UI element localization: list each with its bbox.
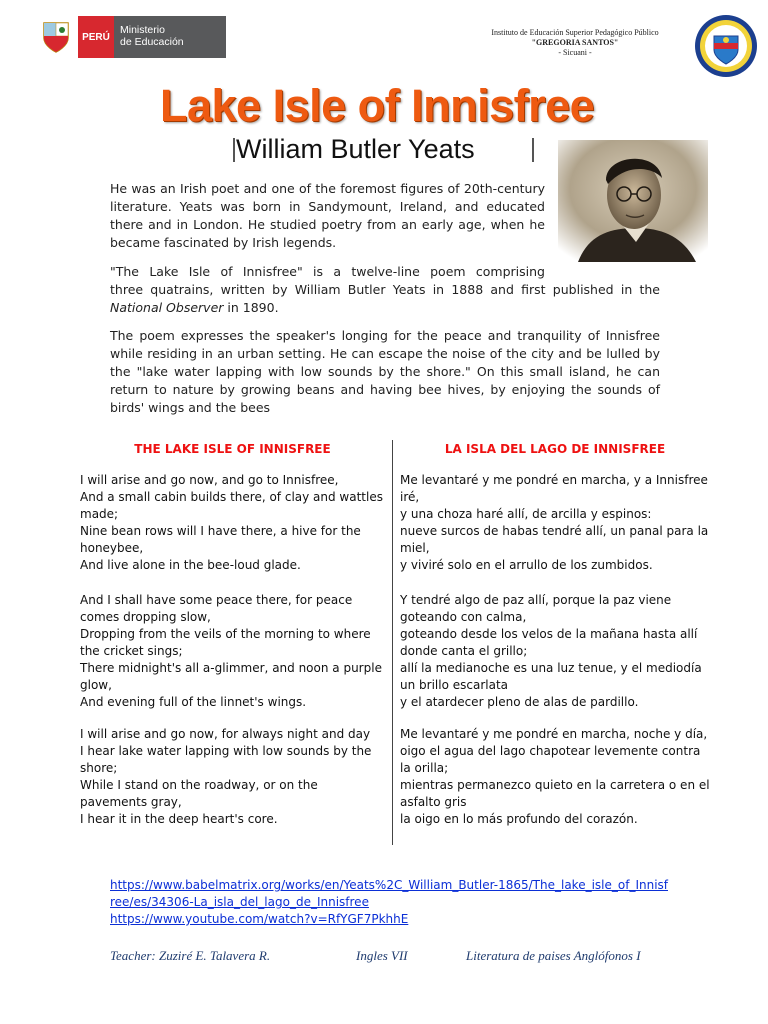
ministry-name <box>114 16 226 58</box>
column-divider <box>392 440 393 845</box>
intro-p2-line1: "The Lake Isle of Innisfree" is a twelve-line poem comprising <box>110 264 545 279</box>
poem-line: And a small cabin builds there, of clay and wattles made; <box>80 490 383 521</box>
yeats-portrait <box>558 140 708 262</box>
poem-line: I will arise and go now, for always night and day <box>80 727 371 741</box>
ministry-logo <box>34 16 226 58</box>
page-title: Lake Isle of Innisfree <box>160 80 595 131</box>
poem-line: I hear it in the deep heart's core. <box>80 812 278 826</box>
poem-english-stanza-1 <box>80 472 385 574</box>
poem-line: There midnight's all a-glimmer, and noon a purple glow, <box>80 661 382 692</box>
institute-header <box>470 28 680 58</box>
poem-line: While I stand on the roadway, or on the pavements gray, <box>80 778 318 809</box>
intro-paragraph-3: The poem expresses the speaker's longing for the peace and tranquility of Innisfree while residing in an urban setting. He can escape the noise of the city and be lulled by the "lake water lapping with low sounds by the shore." On this small island, he can return to nature by growing beans and having bee hives, by enjoying the sounds of birds' wings and the bees <box>110 328 660 415</box>
ministry-line-1: Ministerio <box>120 24 165 36</box>
poem-spanish-stanza-2 <box>400 592 712 711</box>
institute-city: - Sicuani - <box>558 48 592 57</box>
poem-spanish-stanza-3 <box>400 726 712 828</box>
footer-subject: Literatura de paises Anglófonos I <box>466 948 641 963</box>
intro-p2-text: three quatrains, written by William Butler Yeats in 1888 and first published in the <box>110 282 660 297</box>
poem-line: la oigo en lo más profundo del corazón. <box>400 812 638 826</box>
poem-line: And I shall have some peace there, for peace comes dropping slow, <box>80 593 353 624</box>
poem-line: mientras permanezco quieto en la carretera o en el asfalto gris <box>400 778 710 809</box>
institute-seal-icon <box>694 14 758 78</box>
peru-shield-icon <box>34 16 78 58</box>
reference-links <box>110 877 670 928</box>
footer-teacher: Teacher: Zuziré E. Talavera R. <box>110 948 271 963</box>
poem-english-stanza-2 <box>80 592 385 711</box>
author-name: William Butler Yeats <box>236 134 475 164</box>
youtube-link[interactable]: https://www.youtube.com/watch?v=RfYGF7PkhhE <box>110 912 409 926</box>
poem-line: I hear lake water lapping with low sounds by the shore; <box>80 744 372 775</box>
poem-spanish-stanza-1 <box>400 472 712 574</box>
poem-line: I will arise and go now, and go to Innisfree, <box>80 473 339 487</box>
footer-course: Ingles VII <box>356 948 408 963</box>
institute-name: "GREGORIA SANTOS" <box>531 38 619 47</box>
intro-paragraph-1: He was an Irish poet and one of the foremost figures of 20th-century literature. Yeats was born in Sandymount, Ireland, and educated there and in London. He studied poetry from an early age, when he became fascinated by Irish legends. <box>110 181 545 250</box>
poem-line: And evening full of the linnet's wings. <box>80 695 307 709</box>
poem-english-title: THE LAKE ISLE OF INNISFREE <box>134 442 331 456</box>
poem-spanish-title: LA ISLA DEL LAGO DE INNISFREE <box>444 442 666 456</box>
poem-line: y el atardecer pleno de alas de pardillo. <box>400 695 639 709</box>
poem-line: Y tendré algo de paz allí, porque la paz viene goteando con calma, <box>400 593 672 624</box>
poem-english-stanza-3 <box>80 726 385 828</box>
ministry-line-2: de Educación <box>120 36 184 48</box>
intro-p2-publication: National Observer <box>110 300 224 315</box>
poem-line: nueve surcos de habas tendré allí, un panal para la miel, <box>400 524 709 555</box>
title-bar-right <box>532 138 534 162</box>
poem-line: Me levantaré y me pondré en marcha, noche y día, <box>400 727 708 741</box>
poem-line: allí la medianoche es una luz tenue, y el mediodía un brillo escarlata <box>400 661 702 692</box>
poem-line: y una choza haré allí, de arcilla y espinos: <box>400 507 652 521</box>
institute-line: Instituto de Educación Superior Pedagógico Público <box>491 28 659 37</box>
poem-line: y viviré solo en el arrullo de los zumbidos. <box>400 558 653 572</box>
poem-line: Nine bean rows will I have there, a hive for the honeybee, <box>80 524 361 555</box>
intro-paragraph-2 <box>110 263 660 317</box>
poem-line: And live alone in the bee-loud glade. <box>80 558 301 572</box>
title-bar-left <box>233 138 235 162</box>
intro-p2-end: in 1890. <box>227 300 279 315</box>
poem-line: goteando desde los velos de la mañana hasta allí donde canta el grillo; <box>400 627 698 658</box>
poem-line: Dropping from the veils of the morning to where the cricket sings; <box>80 627 371 658</box>
poem-line: oigo el agua del lago chapotear levemente contra la orilla; <box>400 744 701 775</box>
babelmatrix-link[interactable]: https://www.babelmatrix.org/works/en/Yeats%2C_William_Butler-1865/The_lake_isle_of_Innisfree/es/34306-La_isla_del_lago_de_Innisfree <box>110 878 668 909</box>
peru-label: PERÚ <box>78 16 114 58</box>
poem-line: Me levantaré y me pondré en marcha, y a Innisfree iré, <box>400 473 708 504</box>
